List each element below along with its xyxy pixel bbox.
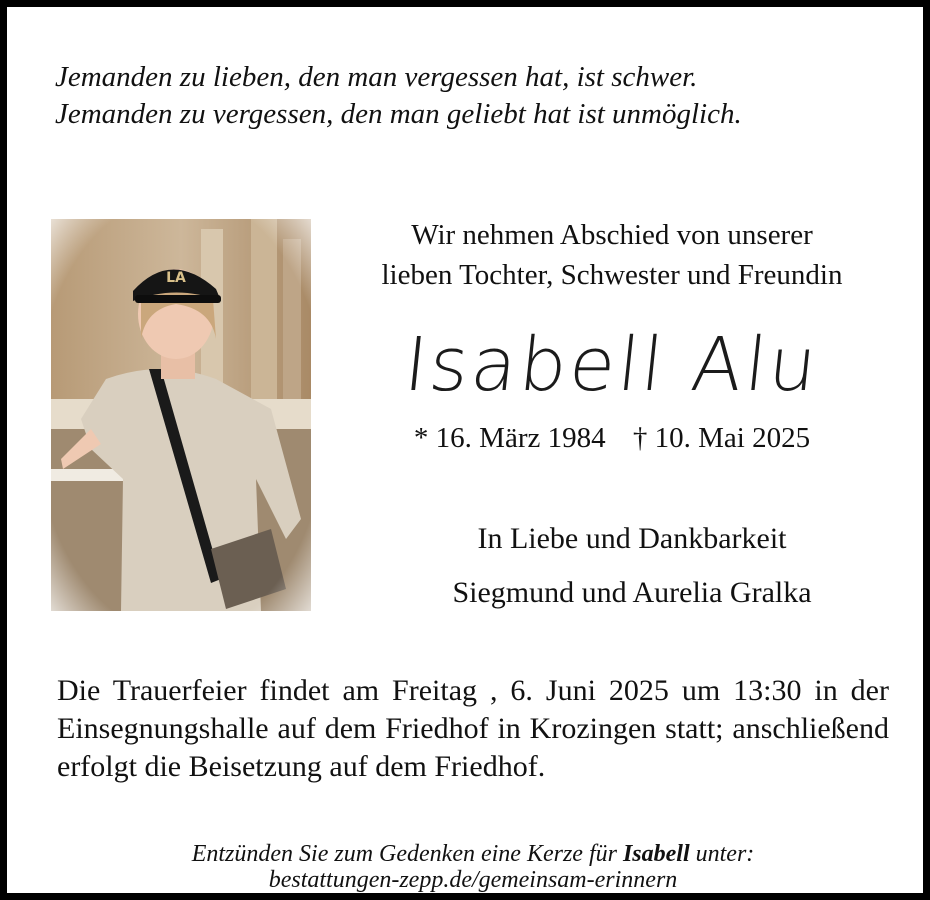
quote-line-1: Jemanden zu lieben, den man vergessen hat, ist schwer. bbox=[55, 61, 698, 93]
funeral-service-text: Die Trauerfeier findet am Freitag , 6. Juni 2025 um 13:30 in der Einsegnungshalle auf dem Friedhof in Krozingen statt; anschließend erfolgt die Beisetzung auf dem Friedhof. bbox=[57, 674, 889, 783]
deceased-name: Isabell Alu bbox=[400, 322, 824, 408]
intro-line-2: lieben Tochter, Schwester und Freundin bbox=[381, 259, 843, 291]
memorial-quote bbox=[55, 59, 915, 133]
death-date: † 10. Mai 2025 bbox=[632, 422, 811, 454]
portrait-photo bbox=[51, 219, 311, 611]
thanks-line: In Liebe und Dankbarkeit bbox=[477, 522, 787, 555]
farewell-intro bbox=[327, 215, 897, 295]
quote-line-2: Jemanden zu vergessen, den man geliebt hat ist unmöglich. bbox=[55, 98, 742, 130]
candle-notice bbox=[57, 841, 889, 893]
memorial-url[interactable]: bestattungen-zepp.de/gemeinsam-erinnern bbox=[268, 867, 678, 893]
candle-suffix: unter: bbox=[695, 841, 755, 867]
candle-line-1 bbox=[57, 841, 889, 867]
candle-first-name: Isabell bbox=[622, 841, 690, 867]
birth-date: * 16. März 1984 bbox=[413, 422, 606, 454]
life-dates bbox=[337, 422, 887, 455]
mourners-names: Siegmund und Aurelia Gralka bbox=[452, 576, 812, 609]
thanks-block bbox=[337, 512, 927, 620]
intro-line-1: Wir nehmen Abschied von unserer bbox=[411, 219, 813, 251]
candle-prefix: Entzünden Sie zum Gedenken eine Kerze für bbox=[191, 841, 617, 867]
